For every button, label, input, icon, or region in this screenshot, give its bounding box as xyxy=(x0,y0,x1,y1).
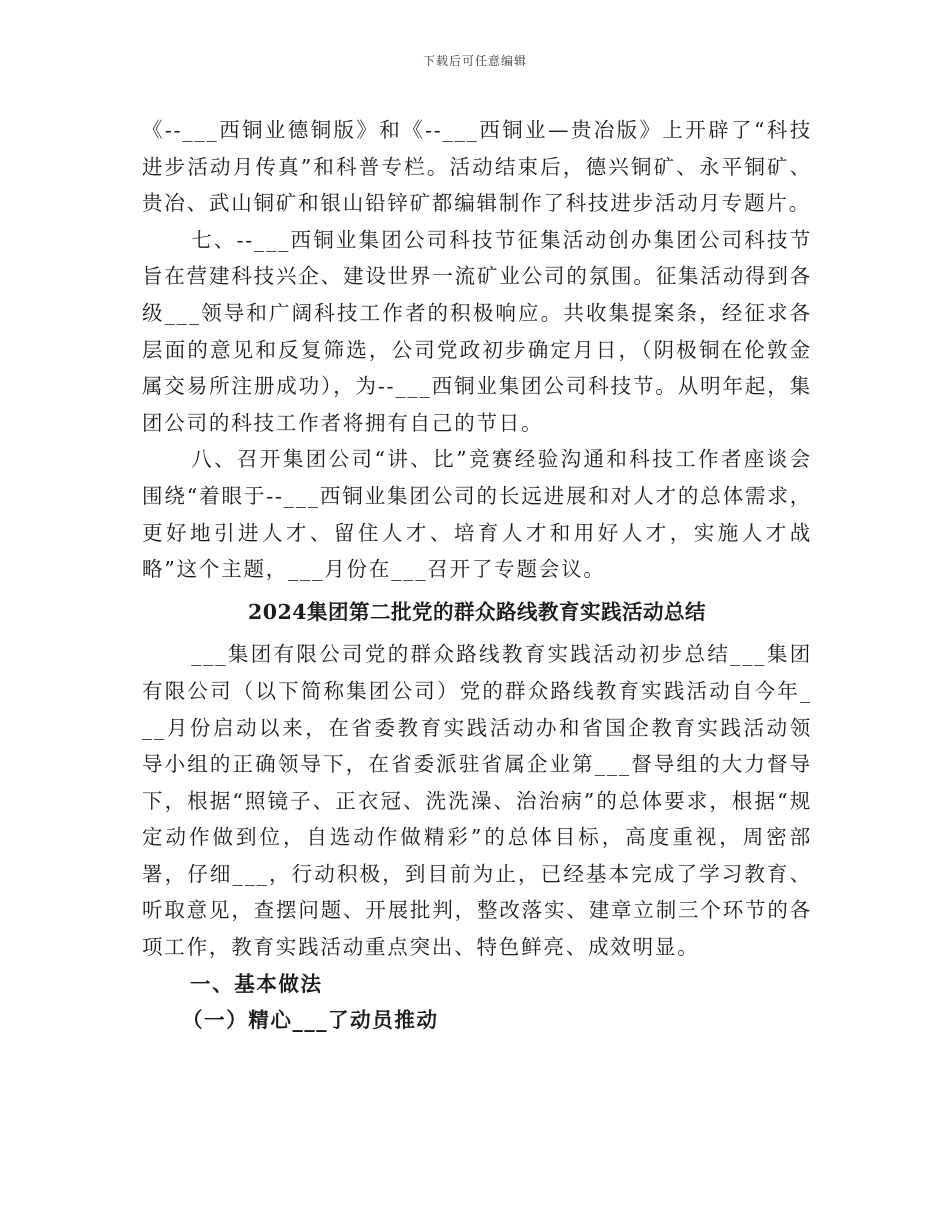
paragraph-summary-intro: ___集团有限公司党的群众路线教育实践活动初步总结___集团有限公司（以下简称集团公司）党的群众路线教育实践活动自今年___月份启动以来，在省委教育实践活动办和省国企教育实践活动领导小组的正确领导下，在省委派驻省属企业第___督导组的大力督导下，根据“照镜子、正衣冠、洗洗澡、治治病”的总体要求，根据“规定动作做到位，自选动作做精彩”的总体目标，高度重视，周密部署，仔细___，行动积极，到目前为止，已经基本完成了学习教育、听取意见，查摆问题、开展批判，整改落实、建章立制三个环节的各项工作，教育实践活动重点突出、特色鲜亮、成效明显。 xyxy=(142,642,812,960)
paragraph-item-eight: 八、召开集团公司“讲、比”竞赛经验沟通和科技工作者座谈会围绕“着眼于--___西铜业集团公司的长远进展和对人才的总体需求，更好地引进人才、留住人才、培育人才和用好人才，实施人才战略”这个主题，___月份在___召开了专题会议。 xyxy=(142,447,812,582)
paragraph-continuation: 《--___西铜业德铜版》和《--___西铜业—贵冶版》上开辟了“科技进步活动月传真”和科普专栏。活动结束后，德兴铜矿、永平铜矿、贵冶、武山铜矿和银山铅锌矿都编辑制作了科技进步活动月专题片。 xyxy=(142,118,812,216)
paragraph-item-seven: 七、--___西铜业集团公司科技节征集活动创办集团公司科技节旨在营建科技兴企、建设世界一流矿业公司的氛围。征集活动得到各级___领导和广阔科技工作者的积极响应。共收集提案条，经征求各层面的意见和反复筛选，公司党政初步确定月日，（阴极铜在伦敦金属交易所注册成功），为--___西铜业集团公司科技节。从明年起，集团公司的科技工作者将拥有自己的节日。 xyxy=(142,227,812,435)
document-body xyxy=(142,112,812,1039)
page-header: 下载后可任意编辑 xyxy=(422,54,527,68)
section-heading: 一、基本做法 xyxy=(190,971,323,996)
subsection-heading: （一）精心___了动员推动 xyxy=(182,1008,439,1033)
document-title: 2024集团第二批党的群众路线教育实践活动总结 xyxy=(247,599,707,624)
